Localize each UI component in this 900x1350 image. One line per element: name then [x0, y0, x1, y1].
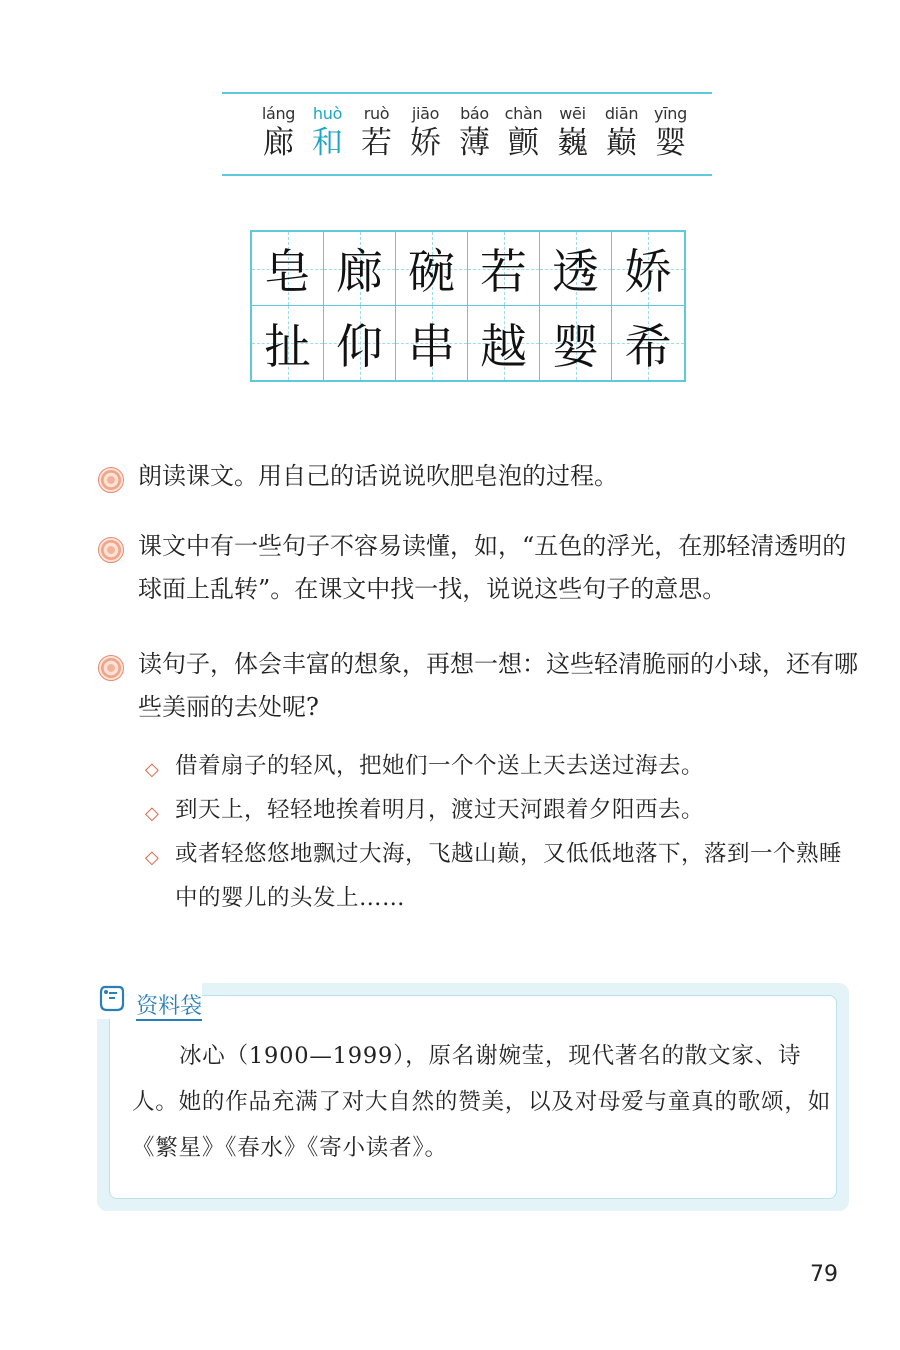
grid-character: 越	[480, 319, 527, 375]
example-item	[145, 788, 850, 832]
vocab-item	[548, 104, 597, 162]
question-item	[98, 643, 858, 729]
pinyin: wēi	[559, 104, 586, 123]
bullet-seal-icon	[98, 467, 124, 493]
grid-character: 廊	[336, 245, 383, 300]
hanzi: 娇	[410, 125, 441, 161]
grid-character: 仰	[336, 319, 383, 375]
hanzi: 廊	[263, 125, 294, 161]
hanzi: 薄	[459, 125, 490, 161]
vocabulary-band	[222, 92, 712, 176]
hanzi: 和	[312, 125, 343, 161]
grid-cell	[612, 306, 684, 380]
diamond-icon: ◇	[145, 847, 159, 868]
vocab-item	[254, 104, 303, 162]
question-text: 读句子，体会丰富的想象，再想一想：这些轻清脆丽的小球，还有哪些美丽的去处呢?	[138, 650, 858, 721]
example-text: 或者轻悠悠地飘过大海，飞越山巅，又低低地落下，落到一个熟睡中的婴儿的头发上……	[175, 841, 843, 911]
grid-character: 串	[408, 319, 455, 375]
pinyin: jiāo	[411, 104, 440, 123]
vocab-item	[597, 104, 646, 162]
grid-cell	[252, 232, 324, 306]
grid-character: 扯	[264, 319, 311, 375]
grid-cell	[396, 232, 468, 306]
vocab-item	[450, 104, 499, 162]
grid-cell	[540, 306, 612, 380]
pinyin: chàn	[504, 104, 543, 123]
grid-character: 娇	[624, 245, 672, 300]
example-text: 到天上，轻轻地挨着明月，渡过天河跟着夕阳西去。	[175, 797, 705, 823]
vocab-item	[646, 104, 695, 162]
question-text: 朗读课文。用自己的话说说吹肥皂泡的过程。	[138, 462, 618, 490]
info-box-title-text: 资料袋	[136, 994, 203, 1019]
book-bag-icon	[97, 998, 132, 1017]
info-box-title	[97, 983, 202, 1019]
hanzi: 婴	[655, 125, 686, 161]
diamond-icon: ◇	[145, 759, 159, 780]
hanzi: 巅	[606, 125, 637, 161]
grid-character: 碗	[408, 245, 455, 300]
pinyin: yīng	[653, 104, 687, 123]
grid-cell	[396, 306, 468, 380]
pinyin: diān	[604, 104, 639, 123]
grid-character: 皂	[264, 245, 311, 300]
bullet-seal-icon	[98, 537, 124, 563]
vocab-item	[499, 104, 548, 162]
info-box-text: 冰心（1900—1999），原名谢婉莹，现代著名的散文家、诗人。她的作品充满了对大自然的赞美，以及对母爱与童真的歌颂，如《繁星》《春水》《寄小读者》。	[132, 1043, 832, 1161]
grid-character: 透	[552, 245, 599, 300]
pinyin: huò	[312, 104, 343, 123]
example-text: 借着扇子的轻风，把她们一个个送上天去送过海去。	[175, 753, 705, 779]
grid-character: 婴	[552, 319, 599, 375]
grid-cell	[612, 232, 684, 306]
grid-cell	[468, 306, 540, 380]
page-number: 79	[810, 1262, 838, 1287]
pinyin: báo	[460, 104, 489, 123]
grid-cell	[324, 306, 396, 380]
example-item	[145, 744, 850, 788]
hanzi: 巍	[557, 125, 588, 161]
grid-cell	[540, 232, 612, 306]
vocab-item	[352, 104, 401, 162]
grid-cell	[468, 232, 540, 306]
grid-character: 若	[480, 245, 527, 300]
pinyin: láng	[261, 104, 296, 123]
hanzi: 颤	[508, 125, 539, 161]
hanzi: 若	[361, 125, 392, 161]
question-item	[98, 525, 858, 611]
question-item	[98, 455, 858, 498]
question-text: 课文中有一些句子不容易读懂，如，“五色的浮光，在那轻清透明的球面上乱转”。在课文中找一找，说说这些句子的意思。	[138, 532, 847, 603]
grid-character: 希	[624, 319, 672, 375]
grid-cell	[252, 306, 324, 380]
pinyin: ruò	[363, 104, 390, 123]
grid-cell	[324, 232, 396, 306]
diamond-icon: ◇	[145, 803, 159, 824]
example-item	[145, 832, 850, 920]
vocab-item	[303, 104, 352, 162]
writing-grid	[250, 230, 686, 382]
vocabulary-row	[254, 104, 695, 162]
bullet-seal-icon	[98, 655, 124, 681]
vocab-item	[401, 104, 450, 162]
